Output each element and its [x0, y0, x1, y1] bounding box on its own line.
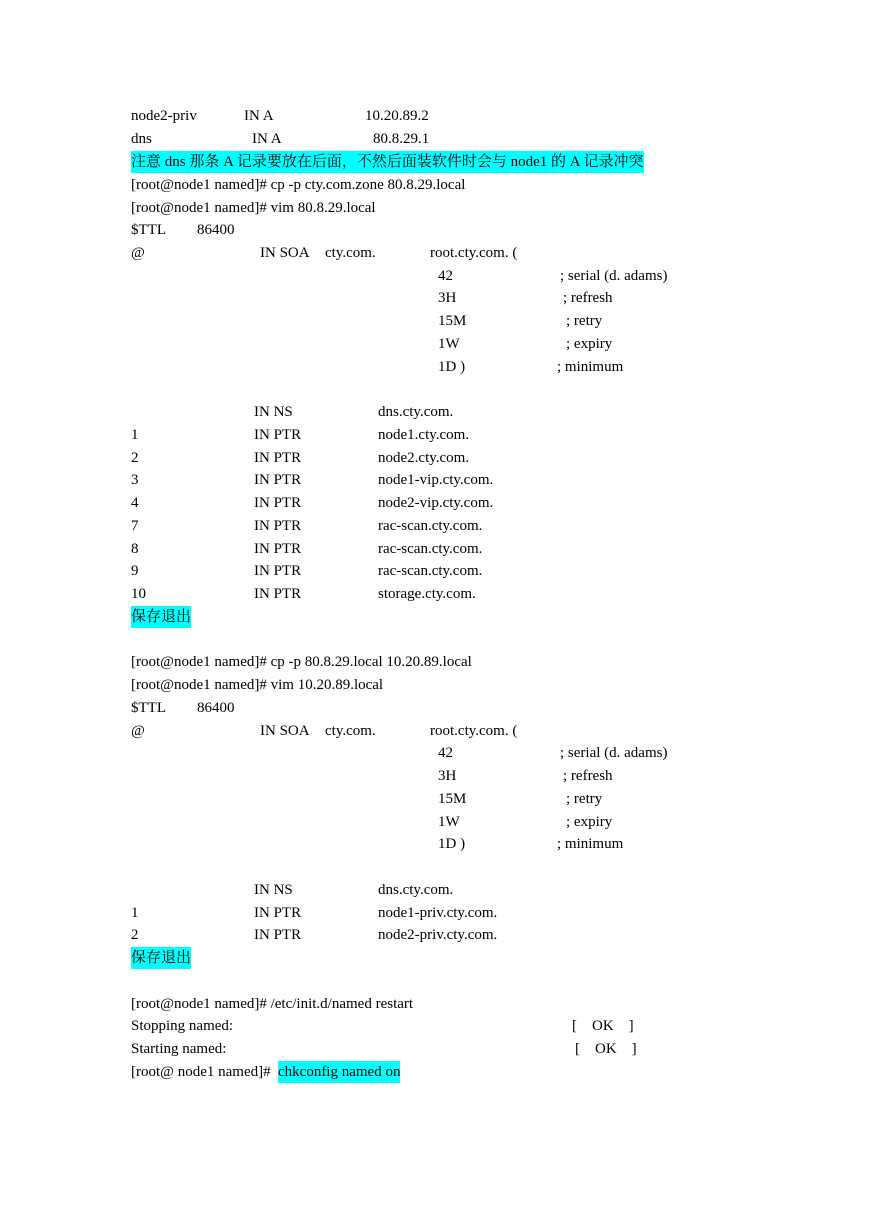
- ptr-row: [0, 515, 869, 537]
- record-name: node2-priv: [131, 108, 197, 124]
- zone2-ns-line: [0, 879, 869, 901]
- zone1-ns-line: [0, 401, 869, 423]
- zone1-minimum-line: [0, 356, 869, 378]
- restart-command: [0, 993, 869, 1015]
- save-exit-highlight: 保存退出: [131, 606, 191, 628]
- zone2-copy-command: [0, 651, 869, 673]
- ptr-num: 8: [131, 541, 139, 557]
- zone2-refresh-line: [0, 765, 869, 787]
- ptr-type: IN PTR: [254, 541, 302, 557]
- soa-contact: root.cty.com. (: [430, 723, 518, 739]
- soa-origin: cty.com.: [325, 245, 376, 261]
- zone1-expiry-line: [0, 333, 869, 355]
- retry-value: 15M: [438, 313, 467, 329]
- command-text: [root@node1 named]# cp -p 80.8.29.local 10.20.89.local: [131, 654, 472, 670]
- zone2-edit-command: [0, 674, 869, 696]
- ptr-row: [0, 583, 869, 605]
- expiry-value: 1W: [438, 814, 460, 830]
- note-line: [0, 151, 869, 173]
- ptr-type: IN PTR: [254, 905, 302, 921]
- ptr-type: IN PTR: [254, 518, 302, 534]
- refresh-value: 3H: [438, 290, 457, 306]
- refresh-value: 3H: [438, 768, 457, 784]
- soa-at: @: [131, 245, 145, 261]
- starting-status: [ OK ]: [575, 1041, 637, 1057]
- record-value: 80.8.29.1: [373, 131, 430, 147]
- stopping-line: [0, 1015, 869, 1037]
- ptr-host: node1-vip.cty.com.: [378, 472, 494, 488]
- stopping-label: Stopping named:: [131, 1018, 234, 1034]
- ptr-type: IN PTR: [254, 472, 302, 488]
- serial-comment: ; serial (d. adams): [560, 268, 668, 284]
- record-name: dns: [131, 131, 152, 147]
- zone1-ttl-line: [0, 219, 869, 241]
- command-text: [root@node1 named]# cp -p cty.com.zone 80.8.29.local: [131, 177, 466, 193]
- command-text: [root@node1 named]# /etc/init.d/named restart: [131, 996, 414, 1012]
- record-type: IN A: [244, 108, 274, 124]
- ptr-host: storage.cty.com.: [378, 586, 476, 602]
- stopping-status: [ OK ]: [572, 1018, 634, 1034]
- ptr-num: 4: [131, 495, 139, 511]
- ptr-num: 3: [131, 472, 139, 488]
- ptr-type: IN PTR: [254, 563, 302, 579]
- minimum-value: 1D ): [438, 836, 466, 852]
- a-record-node2-priv: [0, 105, 869, 127]
- zone1-edit-command: [0, 197, 869, 219]
- ttl-value: 86400: [197, 700, 235, 716]
- ptr-host: rac-scan.cty.com.: [378, 563, 483, 579]
- zone1-soa-line: [0, 242, 869, 264]
- ptr-row: [0, 447, 869, 469]
- ptr-host: node2.cty.com.: [378, 450, 470, 466]
- ptr-row: [0, 424, 869, 446]
- record-type: IN A: [252, 131, 282, 147]
- minimum-comment: ; minimum: [557, 836, 624, 852]
- ptr-host: node2-vip.cty.com.: [378, 495, 494, 511]
- ptr-num: 1: [131, 905, 139, 921]
- ns-value: dns.cty.com.: [378, 404, 454, 420]
- ptr-host: rac-scan.cty.com.: [378, 541, 483, 557]
- ttl-key: $TTL: [131, 700, 166, 716]
- zone2-expiry-line: [0, 811, 869, 833]
- zone1-serial-line: [0, 265, 869, 287]
- ns-value: dns.cty.com.: [378, 882, 454, 898]
- ptr-num: 9: [131, 563, 139, 579]
- ptr-num: 1: [131, 427, 139, 443]
- ptr-row: [0, 492, 869, 514]
- ptr-row: [0, 538, 869, 560]
- zone2-minimum-line: [0, 833, 869, 855]
- retry-comment: ; retry: [566, 791, 603, 807]
- ptr-host: node2-priv.cty.com.: [378, 927, 498, 943]
- serial-comment: ; serial (d. adams): [560, 745, 668, 761]
- soa-at: @: [131, 723, 145, 739]
- serial-value: 42: [438, 745, 453, 761]
- ptr-type: IN PTR: [254, 495, 302, 511]
- zone1-copy-command: [0, 174, 869, 196]
- record-value: 10.20.89.2: [365, 108, 429, 124]
- retry-comment: ; retry: [566, 313, 603, 329]
- command-prompt: [root@ node1 named]#: [131, 1064, 275, 1080]
- starting-line: [0, 1038, 869, 1060]
- zone2-retry-line: [0, 788, 869, 810]
- ns-type: IN NS: [254, 882, 293, 898]
- zone2-soa-line: [0, 720, 869, 742]
- ptr-num: 2: [131, 450, 139, 466]
- starting-label: Starting named:: [131, 1041, 227, 1057]
- soa-type: IN SOA: [260, 723, 310, 739]
- ptr-num: 10: [131, 586, 146, 602]
- a-record-dns: [0, 128, 869, 150]
- ptr-type: IN PTR: [254, 927, 302, 943]
- ptr-host: rac-scan.cty.com.: [378, 518, 483, 534]
- ptr-num: 2: [131, 927, 139, 943]
- zone1-refresh-line: [0, 287, 869, 309]
- ptr-type: IN PTR: [254, 427, 302, 443]
- refresh-comment: ; refresh: [563, 768, 613, 784]
- zone1-retry-line: [0, 310, 869, 332]
- expiry-comment: ; expiry: [566, 814, 613, 830]
- retry-value: 15M: [438, 791, 467, 807]
- ptr-type: IN PTR: [254, 450, 302, 466]
- ptr-row: [0, 924, 869, 946]
- command-text: [root@node1 named]# vim 10.20.89.local: [131, 677, 384, 693]
- soa-type: IN SOA: [260, 245, 310, 261]
- ptr-host: node1-priv.cty.com.: [378, 905, 498, 921]
- ptr-type: IN PTR: [254, 586, 302, 602]
- ptr-num: 7: [131, 518, 139, 534]
- ptr-host: node1.cty.com.: [378, 427, 470, 443]
- expiry-value: 1W: [438, 336, 460, 352]
- refresh-comment: ; refresh: [563, 290, 613, 306]
- minimum-value: 1D ): [438, 359, 466, 375]
- command-text: [root@node1 named]# vim 80.8.29.local: [131, 200, 376, 216]
- note-highlight: 注意 dns 那条 A 记录要放在后面，不然后面装软件时会与 node1 的 A 记录冲突: [131, 151, 644, 173]
- minimum-comment: ; minimum: [557, 359, 624, 375]
- save-exit-highlight: 保存退出: [131, 947, 191, 969]
- ttl-key: $TTL: [131, 222, 166, 238]
- soa-contact: root.cty.com. (: [430, 245, 518, 261]
- ptr-row: [0, 469, 869, 491]
- ptr-row: [0, 560, 869, 582]
- ttl-value: 86400: [197, 222, 235, 238]
- zone2-ttl-line: [0, 697, 869, 719]
- ns-type: IN NS: [254, 404, 293, 420]
- chkconfig-line: [0, 1061, 869, 1083]
- ptr-row: [0, 902, 869, 924]
- zone1-save-line: [0, 606, 869, 628]
- zone2-save-line: [0, 947, 869, 969]
- expiry-comment: ; expiry: [566, 336, 613, 352]
- zone2-serial-line: [0, 742, 869, 764]
- soa-origin: cty.com.: [325, 723, 376, 739]
- chkconfig-highlight: chkconfig named on: [278, 1061, 400, 1083]
- serial-value: 42: [438, 268, 453, 284]
